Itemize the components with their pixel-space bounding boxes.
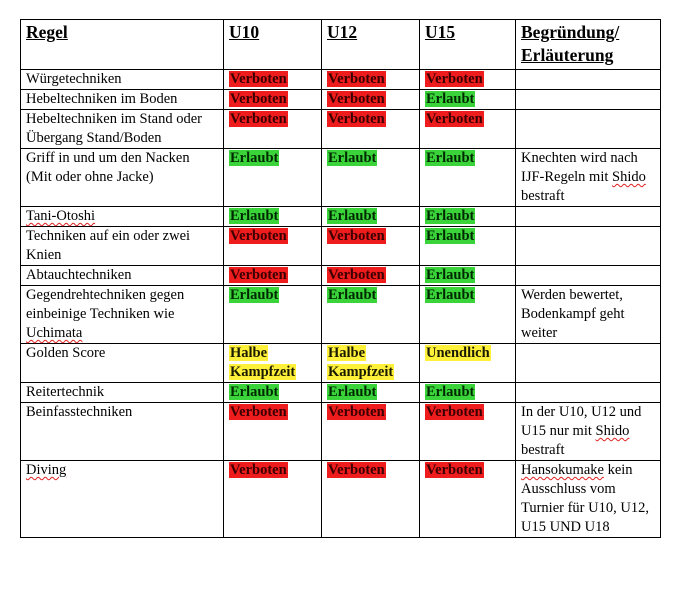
status-cell-u15 — [420, 461, 516, 538]
reason-cell — [516, 70, 661, 90]
status-cell-u12 — [322, 383, 420, 403]
status-tag: Erlaubt — [426, 287, 475, 303]
table-row — [21, 266, 661, 286]
rule-name-text: Hebeltechniken im Boden — [26, 91, 178, 107]
status-tag: Verboten — [426, 111, 483, 127]
header-rule: Regel — [21, 20, 224, 70]
status-tag: Erlaubt — [328, 150, 377, 166]
rule-name — [21, 403, 224, 461]
status-tag: Erlaubt — [426, 267, 475, 283]
status-cell-u12 — [322, 344, 420, 383]
status-tag: Erlaubt — [328, 384, 377, 400]
reason-cell — [516, 110, 661, 149]
status-cell-u12 — [322, 207, 420, 227]
status-cell-u12 — [322, 403, 420, 461]
header-reason: Begründung/ Erläuterung — [516, 20, 661, 70]
rule-name — [21, 286, 224, 344]
status-tag: Erlaubt — [230, 150, 279, 166]
status-tag: Verboten — [230, 111, 287, 127]
status-tag: Erlaubt — [426, 91, 475, 107]
status-cell-u12 — [322, 461, 420, 538]
status-tag: Verboten — [328, 267, 385, 283]
reason-cell — [516, 383, 661, 403]
rule-name — [21, 227, 224, 266]
header-row — [21, 20, 661, 70]
status-cell-u15 — [420, 403, 516, 461]
rules-table — [20, 19, 661, 538]
table-row — [21, 90, 661, 110]
rule-name-text: Hebeltechniken im Stand oder Übergang Stand/Boden — [26, 111, 202, 146]
reason-cell — [516, 90, 661, 110]
rule-name-text: Griff in und um den Nacken (Mit oder ohne Jacke) — [26, 150, 190, 185]
status-tag: Erlaubt — [230, 208, 279, 224]
rule-name — [21, 344, 224, 383]
status-cell-u15 — [420, 207, 516, 227]
reason-cell — [516, 344, 661, 383]
reason-text: Werden bewertet, Bodenkampf geht weiter — [521, 287, 625, 341]
reason-cell — [516, 403, 661, 461]
status-tag: Verboten — [230, 91, 287, 107]
status-tag: Verboten — [328, 462, 385, 478]
status-cell-u12 — [322, 149, 420, 207]
rule-name-text: Tani-Otoshi — [26, 208, 96, 224]
rule-name — [21, 383, 224, 403]
status-cell-u15 — [420, 344, 516, 383]
table-row — [21, 403, 661, 461]
status-cell-u10 — [224, 286, 322, 344]
status-tag: Verboten — [230, 404, 287, 420]
status-tag: Erlaubt — [230, 287, 279, 303]
header-u12: U12 — [322, 20, 420, 70]
rule-name-text: Golden Score — [26, 345, 106, 361]
rule-name-text: Reitertechnik — [26, 384, 105, 400]
status-tag: Unendlich — [426, 345, 490, 361]
table-row — [21, 383, 661, 403]
reason-cell — [516, 207, 661, 227]
table-row — [21, 70, 661, 90]
status-tag: Halbe Kampfzeit — [230, 345, 296, 380]
status-tag: Verboten — [230, 71, 287, 87]
rule-name — [21, 70, 224, 90]
status-cell-u12 — [322, 110, 420, 149]
status-tag: Erlaubt — [230, 384, 279, 400]
status-cell-u15 — [420, 90, 516, 110]
status-tag: Verboten — [328, 91, 385, 107]
status-cell-u10 — [224, 227, 322, 266]
rule-name — [21, 207, 224, 227]
rule-name — [21, 90, 224, 110]
status-cell-u15 — [420, 227, 516, 266]
status-cell-u12 — [322, 90, 420, 110]
table-row — [21, 110, 661, 149]
rule-name — [21, 266, 224, 286]
status-tag: Verboten — [328, 404, 385, 420]
status-cell-u12 — [322, 227, 420, 266]
status-cell-u12 — [322, 70, 420, 90]
table-row — [21, 207, 661, 227]
table-row — [21, 461, 661, 538]
reason-cell — [516, 149, 661, 207]
status-cell-u10 — [224, 383, 322, 403]
reason-cell — [516, 461, 661, 538]
reason-cell — [516, 227, 661, 266]
status-tag: Verboten — [328, 228, 385, 244]
status-cell-u12 — [322, 286, 420, 344]
header-u15: U15 — [420, 20, 516, 70]
status-tag: Verboten — [230, 462, 287, 478]
status-cell-u15 — [420, 383, 516, 403]
rule-name-text: Beinfasstechniken — [26, 404, 133, 420]
status-cell-u10 — [224, 266, 322, 286]
status-tag: Erlaubt — [328, 208, 377, 224]
status-tag: Verboten — [328, 71, 385, 87]
rule-name-text: Würgetechniken — [26, 71, 122, 87]
status-cell-u10 — [224, 344, 322, 383]
reason-text: In der U10, U12 und U15 nur mit Shido bestraft — [521, 404, 642, 458]
status-tag: Verboten — [230, 267, 287, 283]
header-u10: U10 — [224, 20, 322, 70]
status-tag: Erlaubt — [426, 150, 475, 166]
status-cell-u15 — [420, 149, 516, 207]
status-tag: Verboten — [426, 462, 483, 478]
rule-name-text: Gegendrehtechniken gegen einbeinige Techniken wie Uchimata — [26, 287, 185, 341]
reason-text: Hansokumake kein Ausschluss vom Turnier für U10, U12, U15 UND U18 — [521, 462, 649, 535]
table-row — [21, 227, 661, 266]
table-row — [21, 344, 661, 383]
rule-name — [21, 149, 224, 207]
reason-cell — [516, 266, 661, 286]
reason-cell — [516, 286, 661, 344]
status-cell-u10 — [224, 207, 322, 227]
status-cell-u15 — [420, 110, 516, 149]
status-cell-u15 — [420, 70, 516, 90]
status-cell-u10 — [224, 149, 322, 207]
rules-body — [21, 70, 661, 538]
table-row — [21, 286, 661, 344]
status-tag: Erlaubt — [426, 384, 475, 400]
rule-name — [21, 461, 224, 538]
rule-name-text: Diving — [26, 462, 67, 478]
status-tag: Erlaubt — [426, 228, 475, 244]
status-tag: Halbe Kampfzeit — [328, 345, 394, 380]
status-tag: Verboten — [426, 71, 483, 87]
status-tag: Verboten — [426, 404, 483, 420]
rule-name-text: Techniken auf ein oder zwei Knien — [26, 228, 191, 263]
status-tag: Erlaubt — [426, 208, 475, 224]
reason-text: Knechten wird nach IJF-Regeln mit Shido bestraft — [521, 150, 646, 204]
rule-name — [21, 110, 224, 149]
status-cell-u15 — [420, 266, 516, 286]
status-tag: Verboten — [328, 111, 385, 127]
status-cell-u10 — [224, 403, 322, 461]
status-cell-u10 — [224, 110, 322, 149]
rule-name-text: Abtauchtechniken — [26, 267, 132, 283]
table-row — [21, 149, 661, 207]
status-cell-u10 — [224, 461, 322, 538]
status-cell-u12 — [322, 266, 420, 286]
status-cell-u10 — [224, 70, 322, 90]
status-tag: Erlaubt — [328, 287, 377, 303]
status-cell-u10 — [224, 90, 322, 110]
status-cell-u15 — [420, 286, 516, 344]
status-tag: Verboten — [230, 228, 287, 244]
